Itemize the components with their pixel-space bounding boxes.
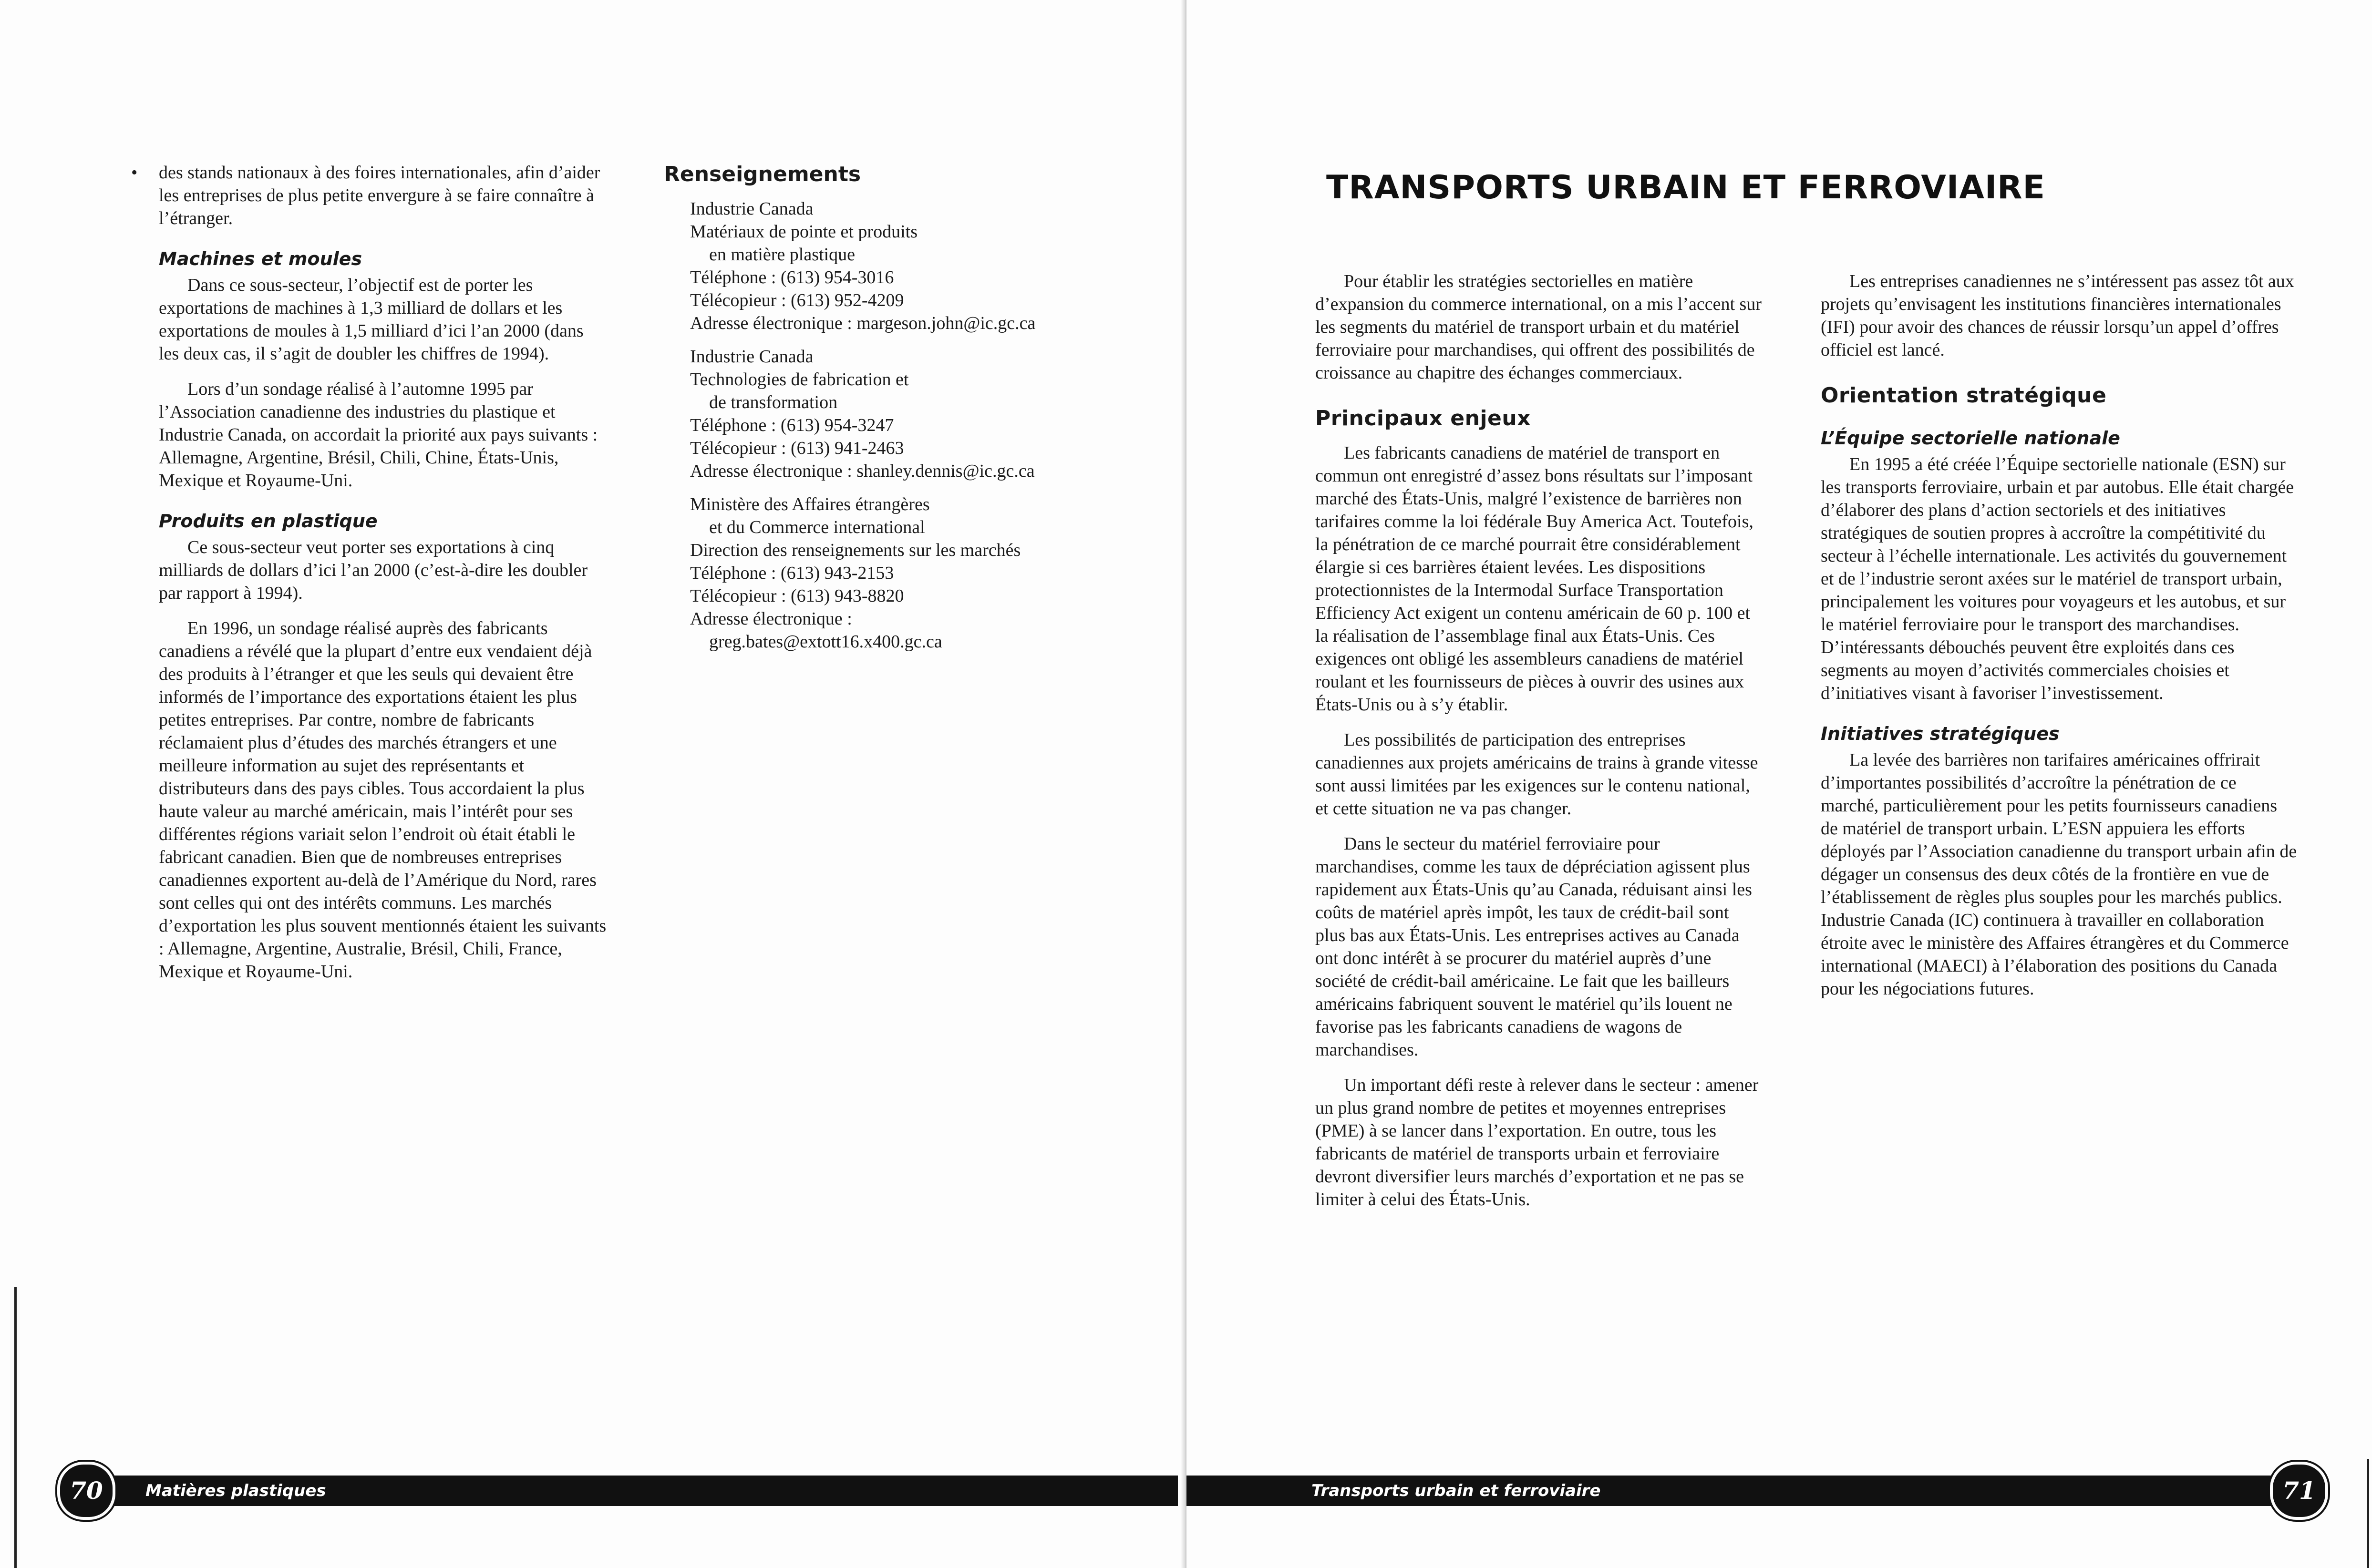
contact-org-cont: et du Commerce international (709, 517, 925, 537)
contact-dept: Technologies de fabrication et (690, 369, 909, 389)
contact-block-3 (690, 493, 1138, 653)
left-column-1 (131, 161, 607, 995)
contact-block-2 (690, 345, 1138, 482)
contact-dept-cont: de transformation (709, 392, 838, 412)
right-column-2 (1821, 270, 2298, 1013)
intro-paragraph: Pour établir les stratégies sectorielles en matière d’expansion du commerce international, on a mis l’accent sur les segments du matériel de transport urbain et du matériel ferroviaire pour marchandises, qui offrent des possibilités de croissance au chapitre des échanges commerciaux. (1315, 271, 1762, 383)
contact-email: Adresse électronique : shanley.dennis@ic.gc.ca (690, 461, 1035, 481)
page-title: TRANSPORTS URBAIN ET FERROVIAIRE (1326, 169, 2045, 206)
contact-phone: Téléphone : (613) 954-3016 (690, 267, 894, 287)
right-page-number: 71 (2270, 1462, 2328, 1520)
left-footer-label: Matières plastiques (145, 1481, 326, 1500)
esn-heading: L’Équipe sectorielle nationale (1821, 428, 2120, 449)
contact-email: Adresse électronique : margeson.john@ic.gc.ca (690, 313, 1036, 333)
ifi-paragraph: Les entreprises canadiennes ne s’intéressent pas assez tôt aux projets qu’envisagent les institutions financières internationales (IFI) pour avoir des chances de réussir lorsqu’un appel d’offres officiel est lancé. (1821, 271, 2294, 360)
machines-heading: Machines et moules (159, 248, 362, 269)
initiatives-paragraph: La levée des barrières non tarifaires américaines offrirait d’importantes possibilités d’accroître la pénétration de ce marché, particulièrement pour les petits fournisseurs canadiens de matériel de transport urbain. L’ESN appuiera les efforts déployés par l’Association canadienne du transport urbain afin de dégager un consensus des deux côtés de la frontière en vue de l’établissement de règles plus souples pour les marchés publics. Industrie Canada (IC) continuera à travailler en collaboration étroite avec le ministère des Affaires étrangères et du Commerce international (MAECI) à l’élaboration des positions du Canada pour les négociations futures. (1821, 750, 2297, 999)
produits-heading: Produits en plastique (159, 511, 378, 532)
contact-block-1 (690, 197, 1138, 335)
produits-paragraph-2: En 1996, un sondage réalisé auprès des fabricants canadiens a révélé que la plupart d’entre eux vendaient déjà des produits à l’étranger et que les seuls qui devaient être informés de l’importance des exportations étaient les plus petites entreprises. Par contre, nombre de fabricants réclamaient plus d’études des marchés étrangers et une meilleure information au sujet des représentants et distributeurs dans des pays cibles. Tous accordaient la plus haute valeur au marché américain, mais l’intérêt pour ses différentes régions variait selon l’endroit où était établi le fabricant canadien. Bien que de nombreuses entreprises canadiennes exportent au-delà de l’Amérique du Nord, rares sont celles qui ont des intérêts communs. Les marchés d’exportation les plus souvent mentionnés étaient les suivants : Allemagne, Argentine, Australie, Brésil, Chili, France, Mexique et Royaume-Uni. (159, 618, 607, 982)
contact-fax: Télécopieur : (613) 943-8820 (690, 586, 904, 606)
bullet-text: des stands nationaux à des foires internationales, afin d’aider les entreprises de plus petite envergure à se faire connaître à l’étranger. (159, 163, 600, 228)
contact-dept: Matériaux de pointe et produits (690, 222, 918, 242)
machines-paragraph-1: Dans ce sous-secteur, l’objectif est de porter les exportations de machines à 1,3 milliard de dollars et les exportations de moules à 1,5 milliard d’ici l’an 2000 (dans les deux cas, il s’agit de doubler les chiffres de 1994). (159, 275, 584, 364)
enjeux-paragraph-4: Un important défi reste à relever dans le secteur : amener un plus grand nombre de petites et moyennes entreprises (PME) à se lancer dans l’exportation. En outre, tous les fabricants de matériel de transports urbain et ferroviaire devront diversifier leurs marchés d’exportation et ne pas se limiter à celui des États-Unis. (1315, 1075, 1759, 1209)
right-page (1186, 0, 2372, 1568)
produits-paragraph-1: Ce sous-secteur veut porter ses exportations à cinq milliards de dollars d’ici l’an 2000 (c’est-à-dire les doubler par rapport à 1994). (159, 537, 588, 603)
scan-edge-right (2367, 1459, 2369, 1568)
orientation-heading: Orientation stratégique (1821, 383, 2107, 408)
esn-paragraph: En 1995 a été créée l’Équipe sectorielle nationale (ESN) sur les transports ferroviaire, urbain et par autobus. Elle était chargée d’élaborer des plans d’action sectoriels et des initiatives stratégiques de soutien propres à accroître la compétitivité du secteur à l’échelle internationale. Les activités du gouvernement et de l’industrie seront axées sur le matériel de transport urbain, principalement les voitures pour voyageurs et les autobus, et sur le matériel ferroviaire pour le transport des marchandises. D’intéressants débouchés peuvent être exploités dans ces segments au moyen d’activités commerciales choisies et d’initiatives visant à favoriser l’investissement. (1821, 454, 2294, 703)
contact-org: Industrie Canada (690, 347, 814, 367)
contact-org: Ministère des Affaires étrangères (690, 494, 930, 514)
right-footer-label: Transports urbain et ferroviaire (1311, 1481, 1601, 1500)
contact-dept: Direction des renseignements sur les marchés (690, 540, 1021, 560)
contact-email-label: Adresse électronique : (690, 609, 852, 629)
contact-phone: Téléphone : (613) 954-3247 (690, 415, 894, 435)
initiatives-heading: Initiatives stratégiques (1821, 723, 2060, 744)
machines-paragraph-2: Lors d’un sondage réalisé à l’automne 1995 par l’Association canadienne des industries du plastique et Industrie Canada, on accordait la priorité aux pays suivants : Allemagne, Argentine, Brésil, Chili, Chine, États-Unis, Mexique et Royaume-Uni. (159, 379, 598, 491)
contact-fax: Télécopieur : (613) 952-4209 (690, 290, 904, 310)
bullet-item (131, 161, 607, 230)
scan-edge-left (14, 1287, 17, 1568)
enjeux-paragraph-3: Dans le secteur du matériel ferroviaire pour marchandises, comme les taux de dépréciation agissent plus rapidement aux États-Unis qu’au Canada, réduisant ainsi les coûts de matériel après impôt, les taux de crédit-bail sont plus bas aux États-Unis. Les entreprises actives au Canada ont donc intérêt à se procurer du matériel auprès d’une société de crédit-bail américaine. Le fait que les bailleurs américains fabriquent souvent le matériel qu’ils louent ne favorise pas les fabricants canadiens de wagons de marchandises. (1315, 834, 1752, 1060)
renseignements-heading: Renseignements (664, 162, 861, 186)
enjeux-paragraph-1: Les fabricants canadiens de matériel de transport en commun ont enregistré d’assez bons résultats sur l’imposant marché des États-Unis, malgré l’existence de barrières non tarifaires comme la loi fédérale Buy America Act. Toutefois, la pénétration de ce marché pourrait être considérablement élargie si ces barrières étaient levées. Les dispositions protectionnistes de la Intermodal Surface Transportation Efficiency Act exigent un contenu américain de 60 p. 100 et la réalisation de l’assemblage final aux États-Unis. Ces exigences ont obligé les assembleurs canadiens de matériel roulant et les fournisseurs de pièces à ouvrir des usines aux États-Unis ou à s’y établir. (1315, 443, 1753, 715)
contact-email: greg.bates@extott16.x400.gc.ca (709, 632, 942, 652)
contact-org: Industrie Canada (690, 199, 814, 219)
enjeux-paragraph-2: Les possibilités de participation des entreprises canadiennes aux projets américains de trains à grande vitesse sont aussi limitées par les exigences sur le contenu national, et cette situation ne va pas changer. (1315, 730, 1758, 819)
contact-dept-cont: en matière plastique (709, 245, 855, 265)
left-column-2 (664, 161, 1138, 664)
bullet-dot-icon: • (131, 163, 138, 183)
enjeux-heading: Principaux enjeux (1315, 406, 1531, 430)
left-page-number: 70 (57, 1462, 115, 1520)
right-column-1 (1315, 270, 1764, 1223)
contact-phone: Téléphone : (613) 943-2153 (690, 563, 894, 583)
contact-fax: Télécopieur : (613) 941-2463 (690, 438, 904, 458)
